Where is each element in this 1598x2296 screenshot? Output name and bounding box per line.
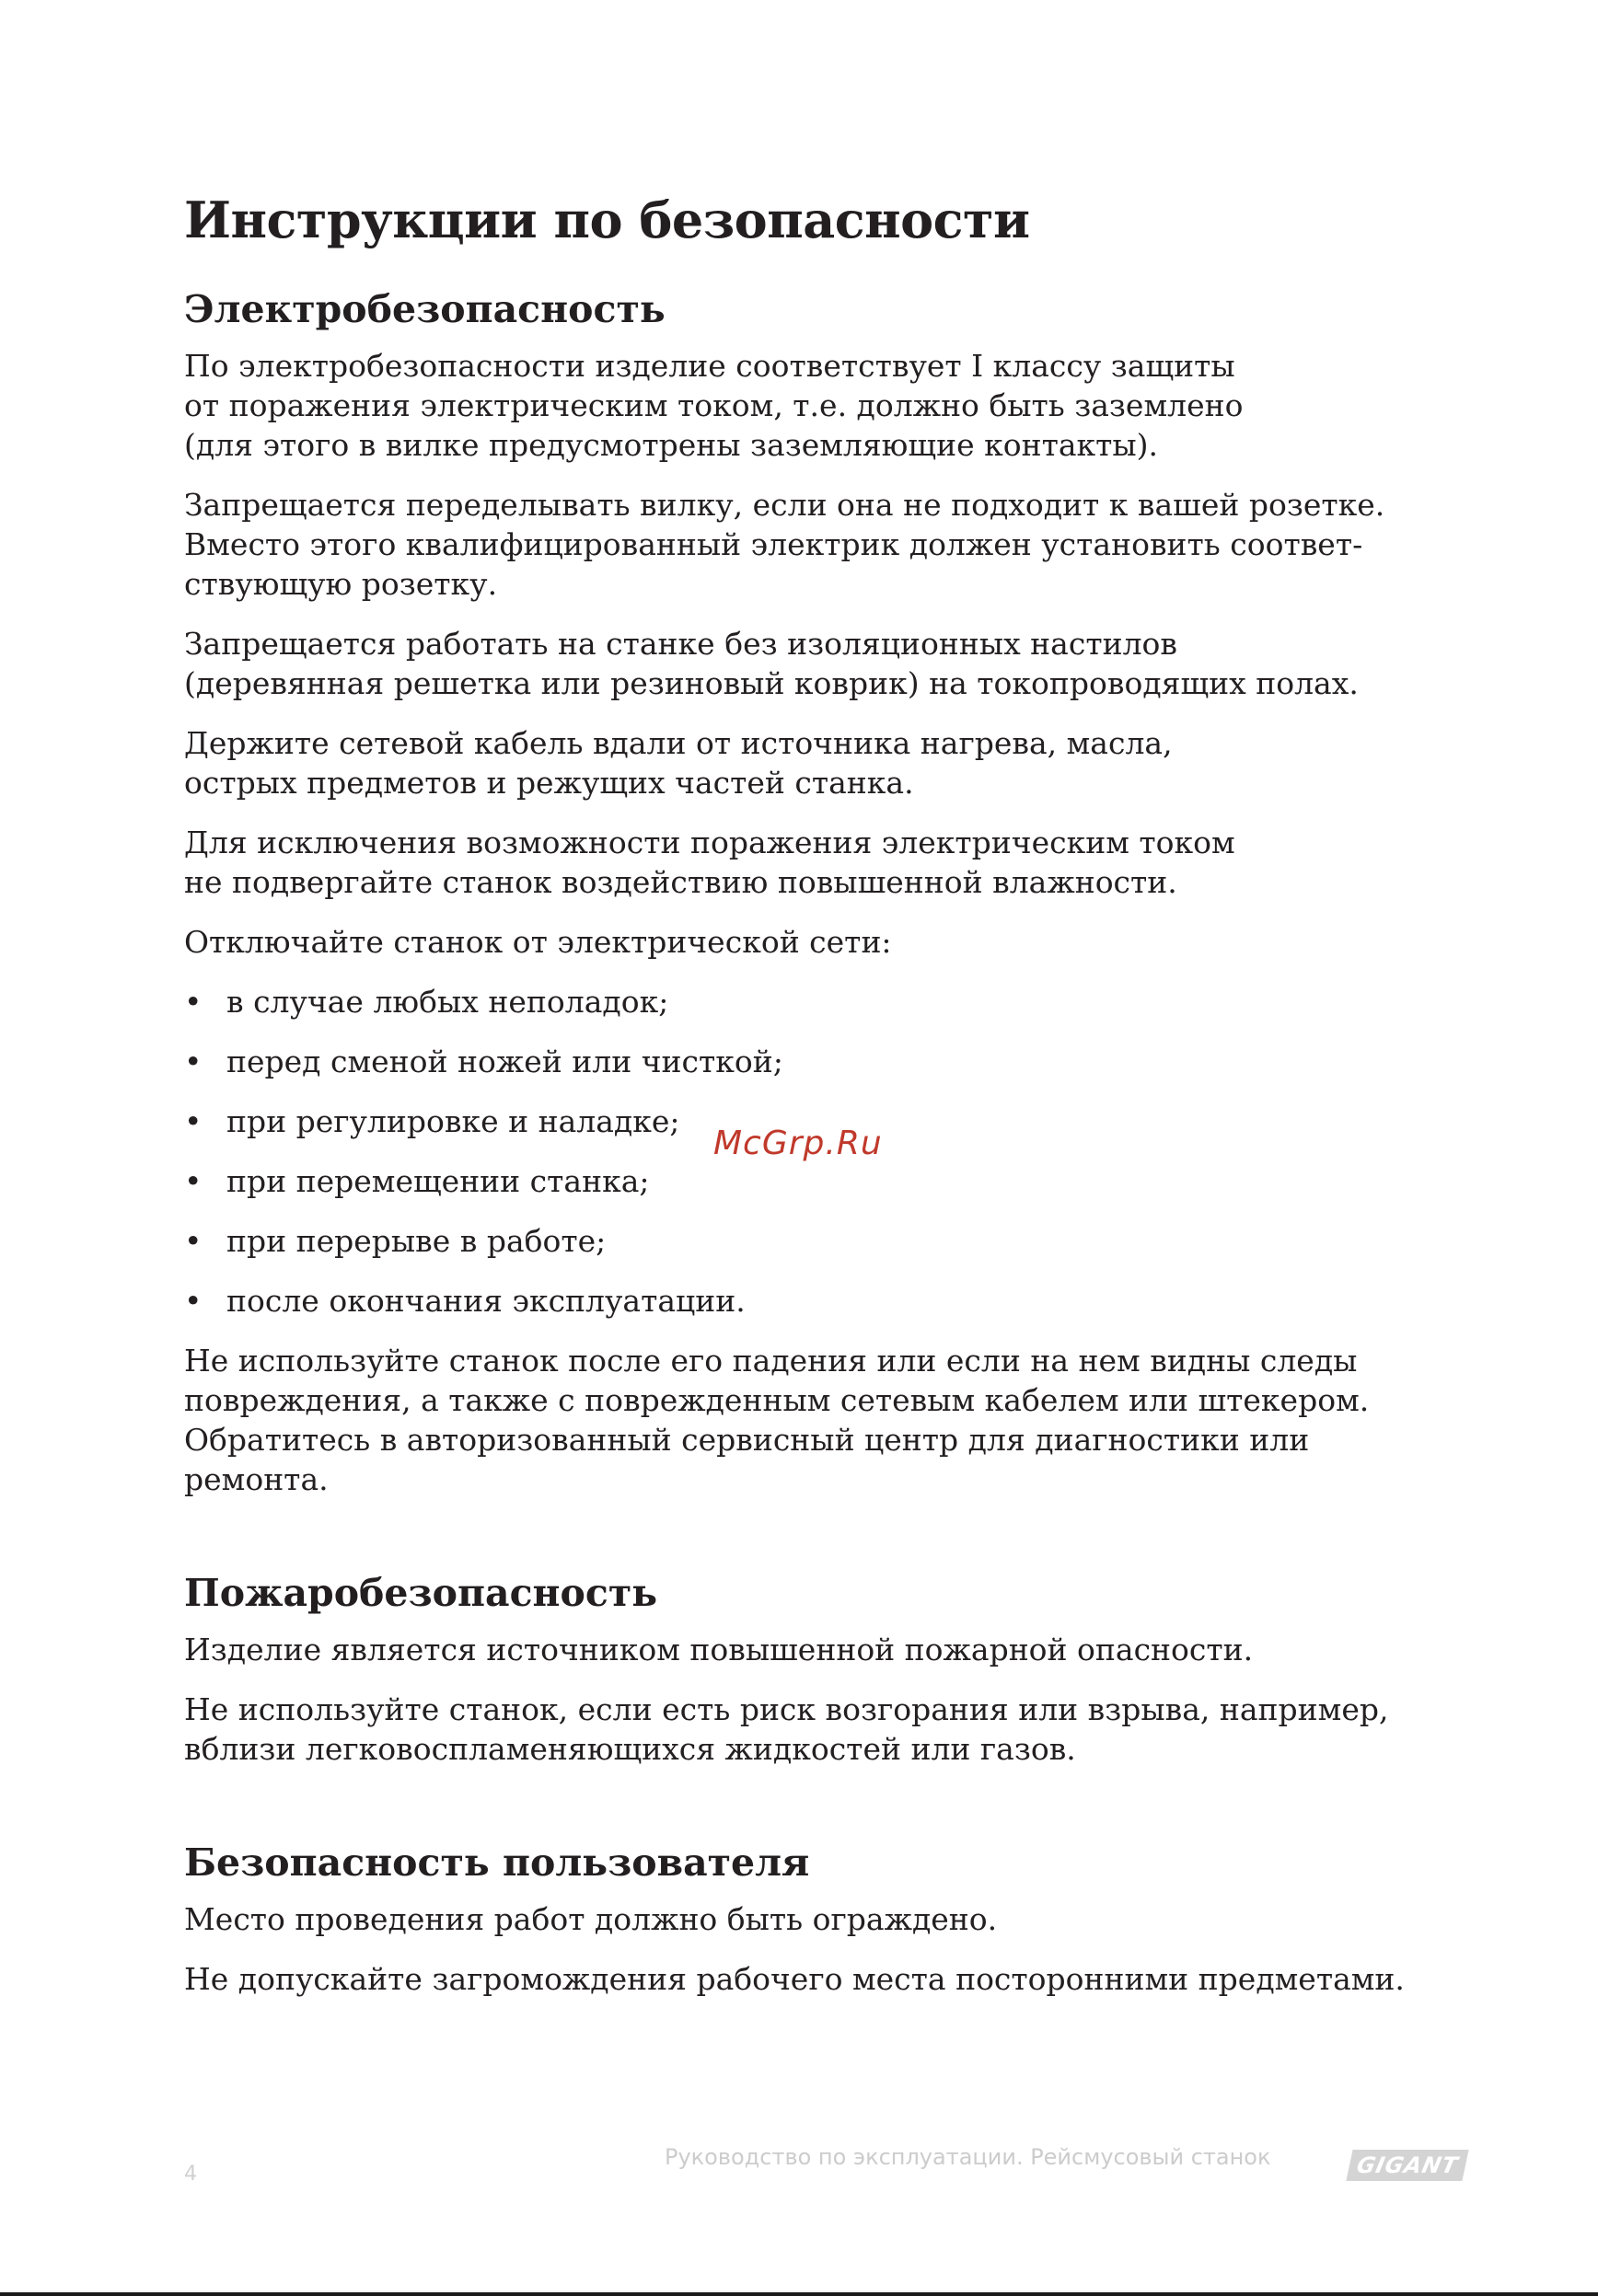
- bullet-icon: •: [184, 1103, 203, 1139]
- list-item: [184, 982, 1473, 1021]
- list-item-text: после окончания эксплуатации.: [226, 1283, 746, 1319]
- page-number: 4: [184, 2163, 197, 2186]
- bullet-icon: •: [184, 1044, 203, 1079]
- paragraph: Запрещается переделывать вилку, если она не подходит к вашей розетке. Вместо этого квалифицированный электрик должен установить соответ- ствующую розетку.: [184, 487, 1385, 602]
- list-item: [184, 1281, 1473, 1321]
- bullet-icon: •: [184, 984, 203, 1020]
- paragraph: По электробезопасности изделие соответствует I классу защиты от поражения электрическим током, т.е. должно быть заземлено (для этого в вилке предусмотрены заземляющие контакты).: [184, 348, 1244, 463]
- paragraph: Запрещается работать на станке без изоляционных настилов (деревянная решетка или резиновый коврик) на токопроводящих полах.: [184, 626, 1359, 701]
- watermark: McGrp.Ru: [713, 1125, 883, 1162]
- paragraph: Изделие является источником повышенной пожарной опасности.: [184, 1632, 1254, 1667]
- bullet-icon: •: [184, 1283, 203, 1319]
- list-item: [184, 1161, 1473, 1201]
- bullet-icon: •: [184, 1163, 203, 1199]
- paragraph: Не допускайте загромождения рабочего места посторонними предметами.: [184, 1961, 1405, 1997]
- list-item: [184, 1221, 1473, 1261]
- section-heading-fire: Пожаробезопасность: [184, 1571, 658, 1615]
- page-content: [184, 184, 1473, 2019]
- list-item-text: при перерыве в работе;: [226, 1223, 607, 1259]
- brand-logo-text: GIGANT: [1354, 2152, 1461, 2178]
- list-item: [184, 1042, 1473, 1081]
- paragraph: Держите сетевой кабель вдали от источника нагрева, масла, острых предметов и режущих частей станка.: [184, 725, 1173, 801]
- page-title: Инструкции по безопасности: [184, 190, 1030, 249]
- brand-logo: [1346, 2150, 1468, 2181]
- section-heading-user: Безопасность пользователя: [184, 1840, 810, 1885]
- section-heading-electrical: Электробезопасность: [184, 287, 666, 331]
- list-item-text: в случае любых неполадок;: [226, 984, 669, 1020]
- paragraph: Место проведения работ должно быть ограждено.: [184, 1901, 998, 1937]
- list-item-text: при регулировке и наладке;: [226, 1103, 680, 1139]
- paragraph: Не используйте станок после его падения или если на нем видны следы повреждения, а также с поврежденным сетевым кабелем или штекером. Обратитесь в авторизованный сервисный центр для диагностики или ремонта.: [184, 1343, 1370, 1497]
- paragraph: Отключайте станок от электрической сети:: [184, 924, 892, 960]
- list-item-text: при перемещении станка;: [226, 1163, 650, 1199]
- list-item-text: перед сменой ножей или чисткой;: [226, 1044, 783, 1079]
- paragraph: Не используйте станок, если есть риск возгорания или взрыва, например, вблизи легковоспламеняющихся жидкостей или газов.: [184, 1691, 1389, 1767]
- paragraph: Для исключения возможности поражения электрическим током не подвергайте станок воздействию повышенной влажности.: [184, 825, 1235, 900]
- bottom-divider: [0, 2292, 1598, 2296]
- footer-manual-title: Руководство по эксплуатации. Рейсмусовый станок: [665, 2144, 1271, 2170]
- bullet-icon: •: [184, 1223, 203, 1259]
